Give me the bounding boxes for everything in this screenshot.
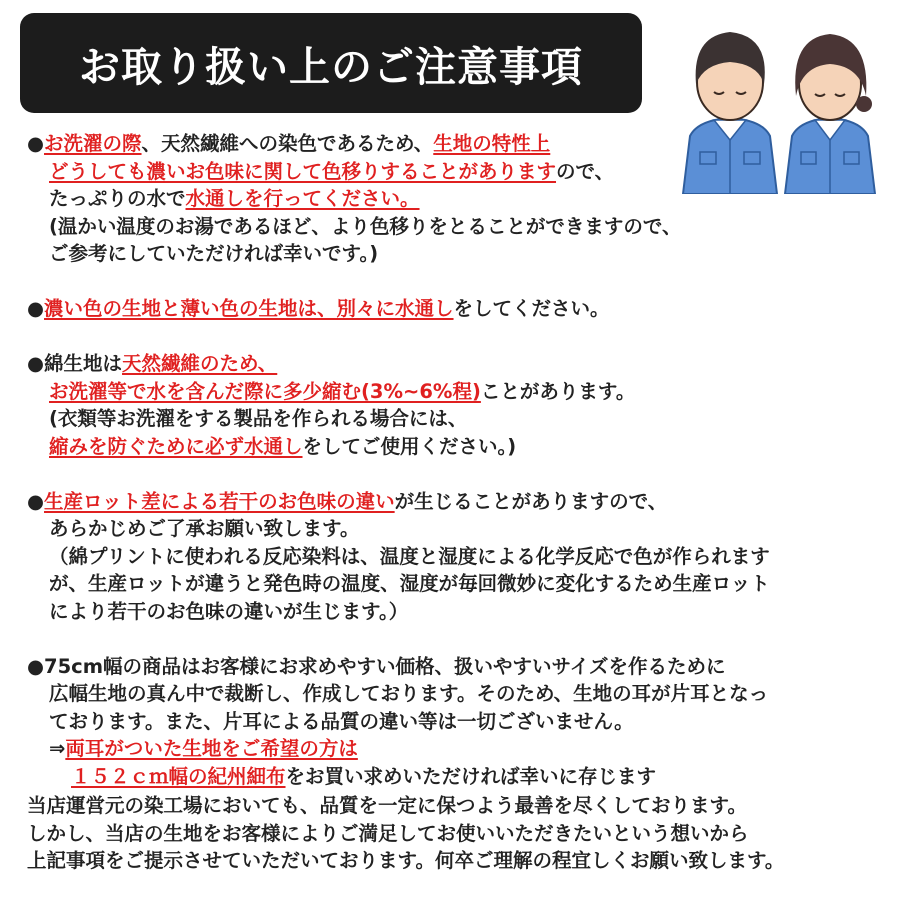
closing-line-2: しかし、当店の生地をお客様によりご満足してお使いいただきたいという想いから	[27, 821, 749, 845]
page-title: お取り扱い上のご注意事項	[79, 42, 583, 91]
notice-5-line-3: ております。また、片耳による品質の違い等は一切ございません。	[49, 709, 634, 733]
notice-4-line-3: （綿プリントに使われる反応染料は、温度と湿度による化学反応で色が作られます	[49, 544, 770, 568]
notice-4-line-2: あらかじめご了承お願い致します。	[49, 517, 360, 540]
arrow-icon: ⇒	[49, 737, 66, 760]
notice-2-line-1: ●濃い色の生地と薄い色の生地は、別々に水通しをしてください。	[27, 297, 610, 320]
notice-1-line-4: (温かい温度のお湯であるほど、より色移りをとることができますので、	[49, 214, 682, 238]
notice-5-line-1: ●75cm幅の商品はお客様にお求めやすい価格、扱いやすいサイズを作るために	[27, 654, 726, 678]
closing-line-3: 上記事項をご提示させていただいております。何卒ご理解の程宜しくお願い致します。	[27, 849, 785, 872]
notice-4-line-1: ●生産ロット差による若干のお色味の違いが生じることがありますので、	[27, 489, 668, 513]
closing-line-1: 当店運営元の染工場においても、品質を一定に保つよう最善を尽くしております。	[27, 794, 747, 817]
notice-3-line-3: (衣類等お洗濯をする製品を作られる場合には、	[49, 407, 468, 430]
notice-1-line-3: たっぷりの水で水通しを行ってください。	[49, 187, 420, 210]
notice-5-line-4: ⇒両耳がついた生地をご希望の方は	[49, 737, 358, 760]
notice-4-line-4: が、生産ロットが違うと発色時の温度、湿度が毎回微妙に変化するため生産ロット	[49, 572, 770, 595]
notice-1-line-1: ●お洗濯の際、天然繊維への染色であるため、生地の特性上	[27, 132, 551, 155]
title-banner	[20, 13, 642, 113]
bullet: ●	[27, 352, 45, 375]
notice-1-line-5: ご参考にしていただければ幸いです。)	[49, 242, 379, 265]
bullet: ●	[27, 654, 45, 678]
notice-4-line-5: により若干のお色味の違いが生じます。）	[49, 599, 409, 623]
bullet: ●	[27, 489, 45, 513]
notice-3-line-2: お洗濯等で水を含んだ際に多少縮む(3%~6%程)ことがあります。	[49, 379, 636, 403]
notice-3-line-1: ●綿生地は天然繊維のため、	[27, 352, 278, 375]
notice-5-line-2: 広幅生地の真ん中で裁断し、作成しております。そのため、生地の耳が片耳となっ	[49, 682, 769, 705]
closing-message	[27, 792, 784, 875]
bullet: ●	[27, 132, 45, 155]
notice-body	[27, 130, 887, 790]
notice-5-line-5: １５２ｃｍ幅の紀州細布をお買い求めいただければ幸いに存じます	[71, 764, 657, 788]
bullet: ●	[27, 297, 45, 320]
notice-1-line-2: どうしても濃いお色味に関して色移りすることがありますので、	[49, 159, 615, 183]
notice-3-line-4: 縮みを防ぐために必ず水通しをしてご使用ください。)	[49, 434, 517, 458]
